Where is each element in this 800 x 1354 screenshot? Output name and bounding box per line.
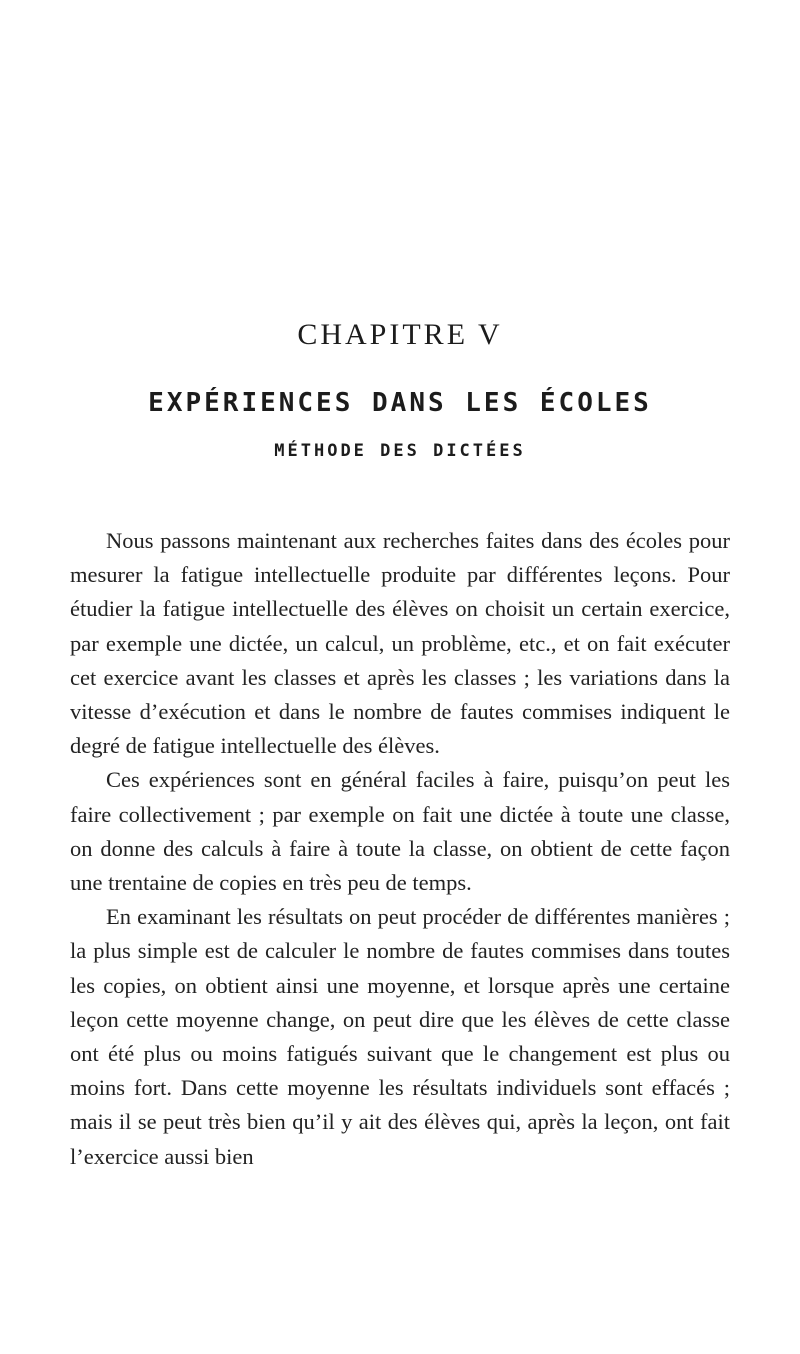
chapter-title: CHAPITRE V (297, 318, 503, 351)
body-text (70, 524, 730, 1174)
paragraph-1: Nous passons maintenant aux recherches faites dans des écoles pour mesurer la fatigue intellectuelle produite par différentes leçons. Pour étudier la fatigue intellectuelle des élèves on choisit un certain exercice, par exemple une dictée, un calcul, un problème, etc., et on fait exécuter cet exercice avant les classes et après les classes ; les variations dans la vitesse d’exécution et dans le nombre de fautes commises indiquent le degré de fatigue intellectuelle des élèves. (70, 528, 730, 759)
paragraph-2: Ces expériences sont en général faciles à faire, puisqu’on peut les faire collectivement ; par exemple on fait une dictée à toute une classe, on donne des calculs à faire à toute la classe, on obtient de cette façon une trentaine de copies en très peu de temps. (70, 767, 730, 896)
section-title: EXPÉRIENCES DANS LES ÉCOLES (148, 388, 652, 418)
subsection-title: MÉTHODE DES DICTÉES (274, 441, 526, 461)
paragraph-3: En examinant les résultats on peut procéder de différentes manières ; la plus simple est de calculer le nombre de fautes commises dans toutes les copies, on obtient ainsi une moyenne, et lorsque après une certaine leçon cette moyenne change, on peut dire que les élèves de cette classe ont été plus ou moins fatigués suivant que le changement est plus ou moins fort. Dans cette moyenne les résultats individuels sont effacés ; mais il se peut très bien qu’il y ait des élèves qui, après la leçon, ont fait l’exercice aussi bien (70, 904, 730, 1169)
